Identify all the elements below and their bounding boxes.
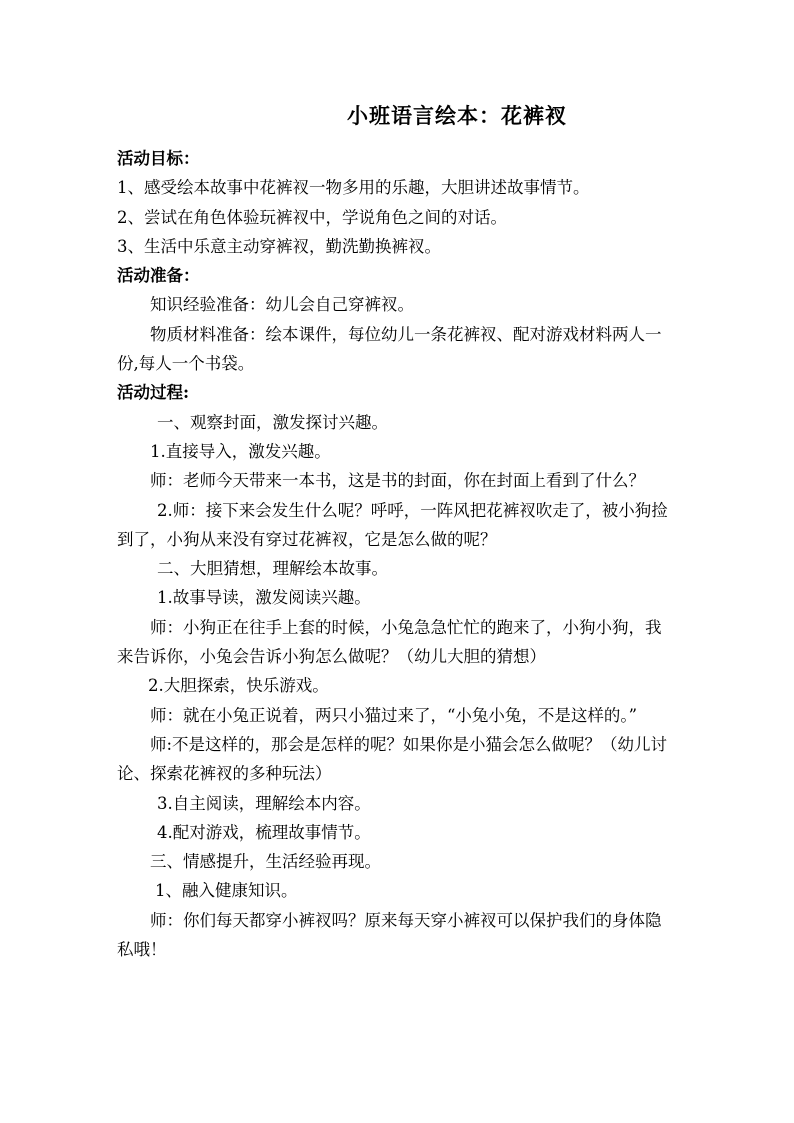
prep-knowledge: 知识经验准备：幼儿会自己穿裤衩。 [150,295,414,315]
prep-heading: 活动准备： [117,266,200,286]
process-step: 2.师：接下来会发生什么呢？呼呼，一阵风把花裤衩吹走了，被小狗捡到了，小狗从来没有穿过花裤衩，它是怎么做的呢？ [117,500,668,549]
process-dialogue: 师:不是这样的，那会是怎样的呢？如果你是小猫会怎么做呢？（幼儿讨论、探索花裤衩的多种玩法） [117,734,668,784]
process-section-1: 一、观察封面，激发探讨兴趣。 [157,412,388,432]
process-dialogue: 师：就在小兔正说着，两只小猫过来了，“小兔小兔，不是这样的。” [150,705,638,725]
process-dialogue: 师：小狗正在往手上套的时候，小兔急急忙忙的跑来了，小狗小狗，我来告诉你，小兔会告诉小狗怎么做呢？（幼儿大胆的猜想） [117,617,662,667]
goal-item-3: 3、生活中乐意主动穿裤衩，勤洗勤换裤衩。 [117,236,441,256]
process-dialogue: 师：你们每天都穿小裤衩吗？原来每天穿小裤衩可以保护我们的身体隐私哦！ [117,910,662,960]
process-dialogue: 师：老师今天带来一本书，这是书的封面，你在封面上看到了什么？ [150,471,645,491]
goal-item-1: 1、感受绘本故事中花裤衩一物多用的乐趣，大胆讲述故事情节。 [117,178,590,198]
prep-materials: 物质材料准备：绘本课件，每位幼儿一条花裤衩、配对游戏材料两人一份,每人一个书袋。 [117,324,662,374]
document-title: 小班语言绘本：花裤衩 [347,103,567,128]
process-step: 4.配对游戏，梳理故事情节。 [157,822,371,842]
process-step: 1.故事导读，激发阅读兴趣。 [157,588,371,608]
document-body [117,144,677,964]
process-step: 3.自主阅读，理解绘本内容。 [157,793,371,813]
process-step: 1、融入健康知识。 [155,881,298,901]
process-step: 1.直接导入，激发兴趣。 [150,441,331,461]
goals-heading: 活动目标： [117,149,200,168]
process-section-3: 三、情感提升，生活经验再现。 [150,852,381,872]
process-section-2: 二、大胆猜想，理解绘本故事。 [157,559,388,579]
goal-item-2: 2、尝试在角色体验玩裤衩中，学说角色之间的对话。 [117,207,507,227]
process-heading: 活动过程: [117,383,190,403]
process-step: 2.大胆探索，快乐游戏。 [148,676,329,696]
